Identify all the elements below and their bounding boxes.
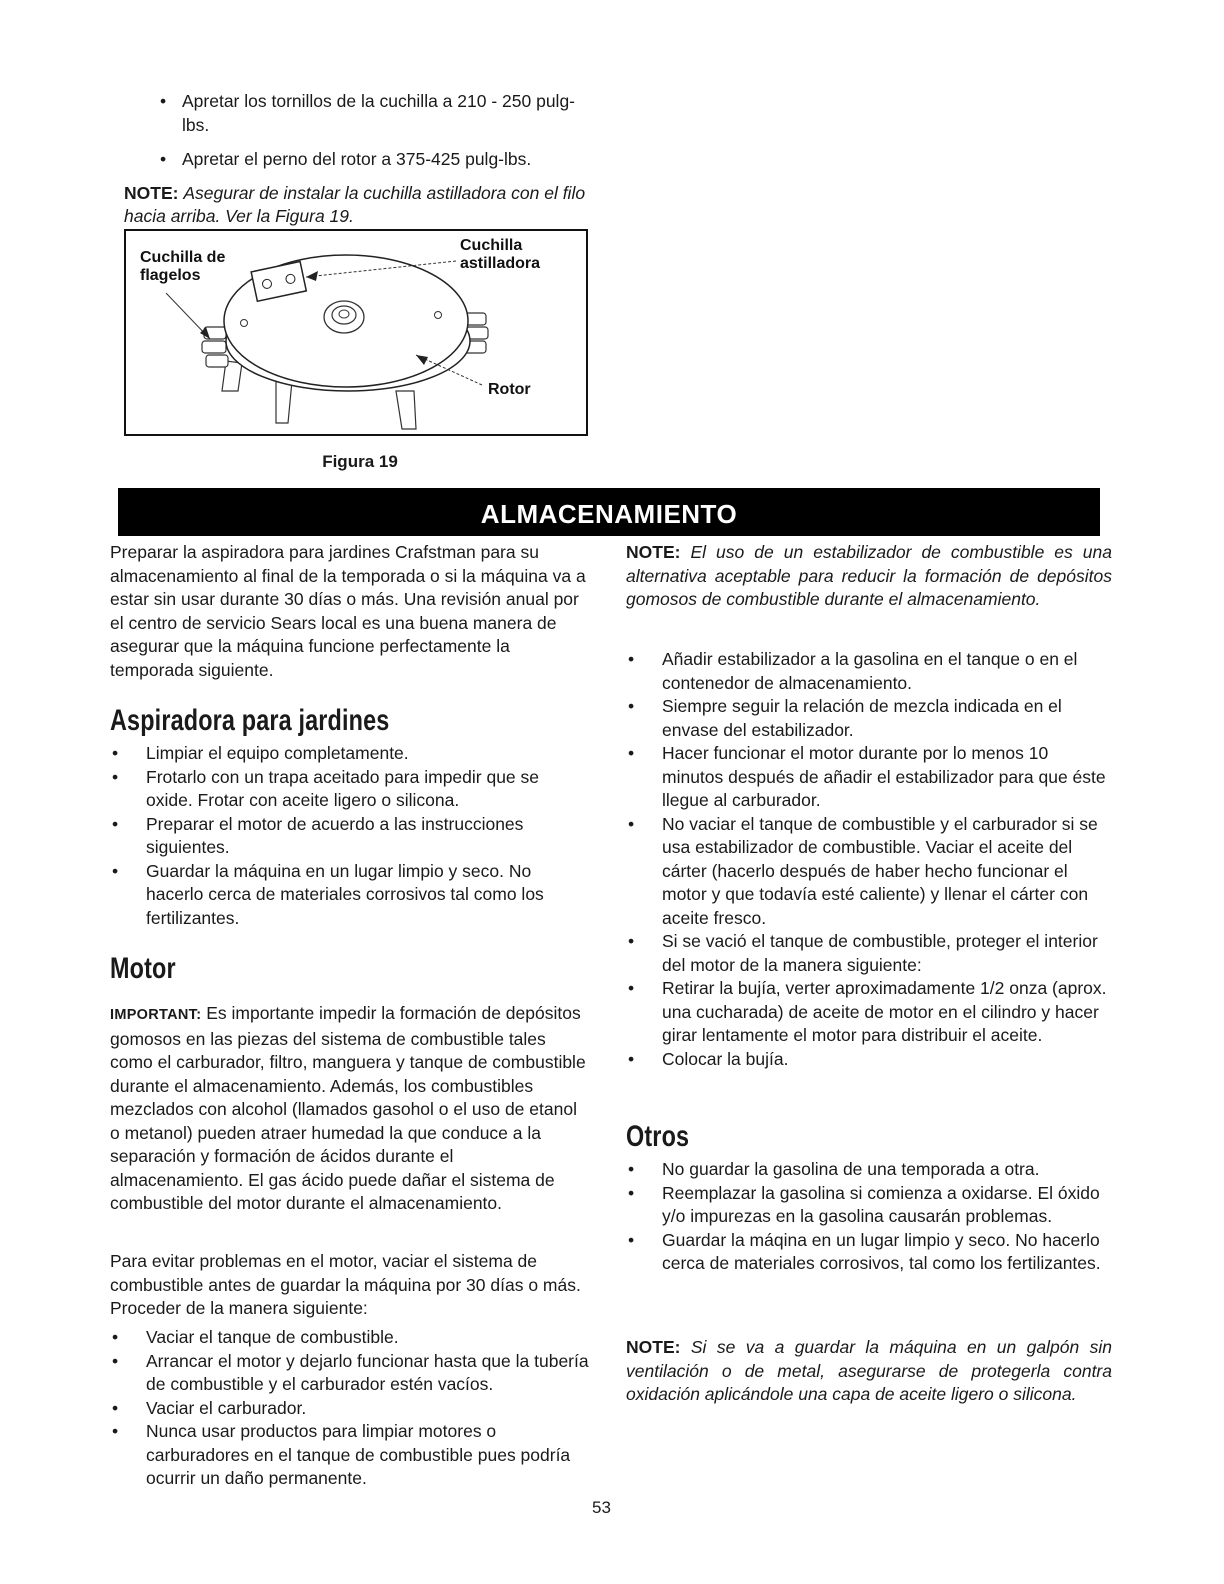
heading-otros: Otros: [626, 1120, 690, 1153]
list-item: • Frotarlo con un trapa aceitado para impedir que se oxide. Frotar con aceite ligero o silicona.: [110, 766, 590, 813]
list-item: • Nunca usar productos para limpiar motores o carburadores en el tanque de combustible pues podría ocurrir un daño permanente.: [110, 1420, 590, 1491]
page-number: 53: [592, 1498, 611, 1517]
note-text: Si se va a guardar la máquina en un galpón sin ventilación o de metal, asegurarse de protegerla contra oxidación aplicándole una capa de aceite ligero o silicona.: [626, 1337, 1112, 1404]
note-text: Asegurar de instalar la cuchilla astilladora con el filo hacia arriba. Ver la Figura 19.: [124, 183, 586, 226]
motor-paragraph: Para evitar problemas en el motor, vaciar el sistema de combustible antes de guardar la máquina por 30 días o más. Proceder de la manera siguiente:: [110, 1251, 581, 1318]
list-item: • Limpiar el equipo completamente.: [110, 742, 590, 766]
figure-note: [124, 182, 604, 228]
list-item: • Apretar los tornillos de la cuchilla a 210 - 250 pulg-lbs.: [160, 89, 600, 137]
list-item: • No guardar la gasolina de una temporada a otra.: [626, 1158, 1112, 1182]
important-paragraph: [110, 1002, 590, 1216]
list-item: • Preparar el motor de acuerdo a las instrucciones siguientes.: [110, 813, 590, 860]
figure-19-frame: [124, 229, 588, 436]
label-rotor: Rotor: [488, 381, 531, 398]
aspiradora-list: [110, 742, 590, 930]
list-item: • Si se vació el tanque de combustible, proteger el interior del motor de la manera siguiente:: [626, 930, 1112, 977]
list-item: • Arrancar el motor y dejarlo funcionar hasta que la tubería de combustible y el carburador estén vacíos.: [110, 1350, 590, 1397]
important-label: IMPORTANT:: [110, 1007, 202, 1023]
list-item: • Siempre seguir la relación de mezcla indicada en el envase del estabilizador.: [626, 695, 1112, 742]
list-item: • Vaciar el carburador.: [110, 1397, 590, 1421]
list-item: • Colocar la bujía.: [626, 1048, 1112, 1072]
important-text: Es importante impedir la formación de depósitos gomosos en las piezas del sistema de combustible tales como el carburador, filtro, manguera y tanque de combustible durante el almacenamiento. Además, los combustibles mezclados con alcohol (llamados gasohol o el uso de etanol o metanol) pueden atraer humedad la que conduce a la separación y formación de ácidos durante el almacenamiento. El gas ácido puede dañar el sistema de combustible del motor durante el almacenamiento.: [110, 1003, 586, 1213]
list-item: • Vaciar el tanque de combustible.: [110, 1326, 590, 1350]
left-intro: Preparar la aspiradora para jardines Crafstman para su almacenamiento al final de la temporada o si la máquina va a estar sin usar durante 30 días o más. Una revisión anual por el centro de servicio Sears local es una buena manera de asegurar que la máquina funcione perfectamente la temporada siguiente.: [110, 542, 586, 680]
list-item: • Guardar la máqina en un lugar limpio y seco. No hacerlo cerca de materiales corrosivos, tal como los fertilizantes.: [626, 1229, 1112, 1276]
stabilizer-note: [626, 541, 1112, 612]
heading-motor: Motor: [110, 952, 176, 985]
list-item: • Retirar la bujía, verter aproximadamente 1/2 onza (aprox. una cucharada) de aceite de motor en el cilindro y hacer girar lentamente el motor para distribuir el aceite.: [626, 977, 1112, 1048]
list-item: • Reemplazar la gasolina si comienza a oxidarse. El óxido y/o impurezas en la gasolina causarán problemas.: [626, 1182, 1112, 1229]
list-item: • No vaciar el tanque de combustible y el carburador si se usa estabilizador de combustible. Vaciar el aceite del cárter (hacerlo después de haber hecho funcionar el motor y que todavía esté caliente) y llenar el cárter con aceite fresco.: [626, 813, 1112, 931]
note-text: El uso de un estabilizador de combustible es una alternativa aceptable para reducir la formación de depósitos gomosos de combustible durante el almacenamiento.: [626, 542, 1112, 609]
note-label: NOTE:: [626, 1337, 681, 1357]
note-label: NOTE:: [124, 183, 179, 203]
label-chipper-blade: Cuchilla astilladora: [460, 237, 541, 272]
figure-caption: Figura 19: [322, 452, 398, 471]
list-item: • Hacer funcionar el motor durante por lo menos 10 minutos después de añadir el estabilizador para que éste llegue al carburador.: [626, 742, 1112, 813]
storage-note: [626, 1336, 1112, 1407]
top-bullet-list: [160, 89, 600, 181]
label-flail-blade: Cuchilla de flagelos: [140, 249, 226, 284]
section-banner: ALMACENAMIENTO: [118, 488, 1100, 536]
motor-list: [110, 1326, 590, 1491]
list-item: • Añadir estabilizador a la gasolina en el tanque o en el contenedor de almacenamiento.: [626, 648, 1112, 695]
stabilizer-list: [626, 648, 1112, 1071]
otros-list: [626, 1158, 1112, 1276]
list-item: • Apretar el perno del rotor a 375-425 pulg-lbs.: [160, 147, 600, 171]
list-item: • Guardar la máquina en un lugar limpio y seco. No hacerlo cerca de materiales corrosivos tal como los fertilizantes.: [110, 860, 590, 931]
note-label: NOTE:: [626, 542, 681, 562]
heading-aspiradora: Aspiradora para jardines: [110, 704, 390, 737]
